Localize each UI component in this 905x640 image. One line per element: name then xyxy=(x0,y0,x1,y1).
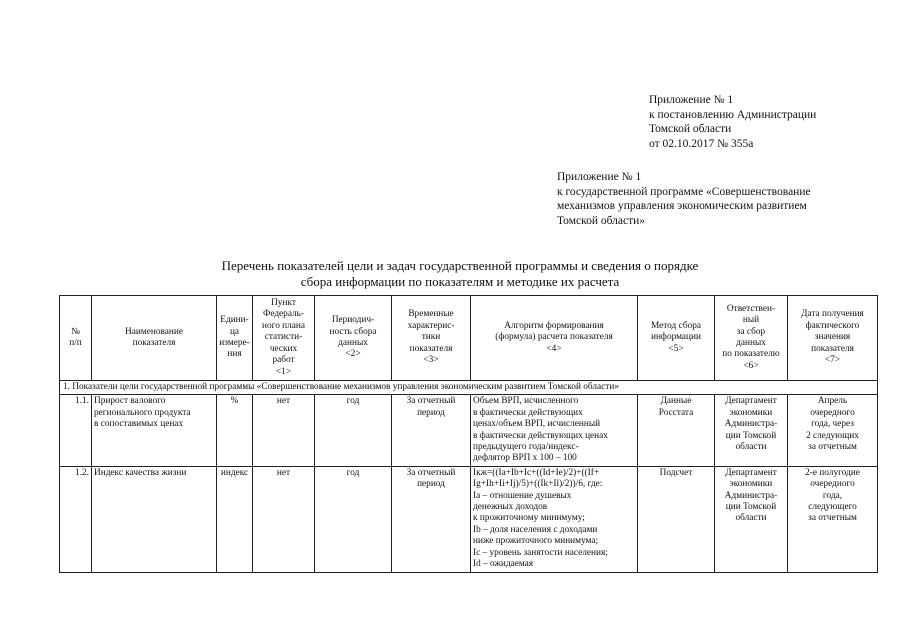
cell-line: регионального продукта xyxy=(94,407,191,418)
document-title xyxy=(180,258,740,289)
column-header xyxy=(315,296,392,381)
cell-date xyxy=(788,466,878,572)
cell-line: очередного xyxy=(810,407,855,418)
cell-line: Департамент xyxy=(725,396,777,407)
cell-line: (формула) расчета показателя xyxy=(495,332,613,343)
cell-line: области xyxy=(735,513,767,524)
header-row xyxy=(60,296,878,381)
cell-algorithm xyxy=(471,466,638,572)
cell-line: 2 следующих xyxy=(806,430,859,441)
cell-line: Ответствен- xyxy=(726,303,776,314)
cell-line: <1> xyxy=(275,366,292,377)
cell-plan-item: нет xyxy=(253,466,315,572)
cell-line: тики xyxy=(421,332,441,343)
column-header xyxy=(253,296,315,381)
cell-line: информации xyxy=(650,332,701,343)
cell-line: показателя xyxy=(811,343,854,354)
cell-line: ный xyxy=(742,315,760,326)
cell-line: период xyxy=(417,407,445,418)
cell-line: Дата получения xyxy=(801,309,864,320)
cell-line: ниже прожиточного минимума; xyxy=(473,536,599,547)
cell-line: Наименование xyxy=(125,326,183,337)
cell-periodicity: год xyxy=(315,395,392,466)
cell-line: ции Томской xyxy=(725,502,777,513)
appendix-resolution xyxy=(649,93,816,151)
indicators-table xyxy=(59,295,878,573)
cell-line: <5> xyxy=(668,343,684,354)
cell-line: Объем ВРП, исчисленного xyxy=(473,396,579,407)
cell-line: экономики xyxy=(729,407,773,418)
cell-line: За отчетный xyxy=(406,396,456,407)
cell-line: характерис- xyxy=(407,320,455,331)
cell-line: Прирост валового xyxy=(94,396,166,407)
appendix-line: от 02.10.2017 № 355а xyxy=(649,137,754,150)
cell-line: Iкж=((Ia+Ib+Ic+((Id+Ie)/2)+((If+ xyxy=(473,467,600,478)
cell-line: период xyxy=(417,479,445,490)
cell-line: ца xyxy=(229,326,240,337)
cell-name xyxy=(92,466,217,572)
title-line-1: Перечень показателей цели и задач государственной программы и сведения о порядке xyxy=(221,258,699,273)
cell-line: <4> xyxy=(546,343,562,354)
cell-unit: % xyxy=(217,395,253,466)
cell-num: 1.1. xyxy=(60,395,92,466)
table-row xyxy=(60,395,878,466)
appendix-line: Томской области xyxy=(649,123,732,135)
cell-line: № xyxy=(71,326,80,337)
column-header xyxy=(788,296,878,381)
cell-line: <3> xyxy=(423,355,439,366)
cell-line: статисти- xyxy=(264,332,303,343)
cell-line: ции Томской xyxy=(725,430,777,441)
cell-line: следующего xyxy=(808,502,857,513)
cell-line: <2> xyxy=(345,349,361,360)
cell-line: <6> xyxy=(743,360,759,371)
cell-line: Индекс качества жизни xyxy=(94,467,187,478)
cell-line: данных xyxy=(736,338,766,348)
cell-line: Департамент xyxy=(725,467,777,478)
cell-line: 2-е полугодие xyxy=(805,467,860,478)
cell-method xyxy=(638,466,715,572)
cell-algorithm xyxy=(471,395,638,466)
cell-line: области xyxy=(735,442,767,453)
appendix-program xyxy=(557,170,811,228)
cell-line: Пункт xyxy=(271,298,296,309)
cell-line: очередного xyxy=(810,479,855,490)
cell-line: работ xyxy=(272,355,295,366)
cell-line: года, через xyxy=(811,419,854,430)
cell-line: Едини- xyxy=(220,315,249,326)
cell-name xyxy=(92,395,217,466)
cell-line: фактического xyxy=(805,320,860,331)
cell-line: предыдущего года/индекс- xyxy=(473,442,579,453)
cell-line: данных xyxy=(338,338,368,348)
cell-line: <7> xyxy=(824,355,841,366)
cell-line: Росстата xyxy=(658,407,694,418)
cell-line: Ia – отношение душевых xyxy=(473,490,572,501)
cell-line: за отчетным xyxy=(808,442,857,453)
section-title: 1. Показатели цели государственной программы «Совершенствование механизмов управления экономическим развитием Томской области» xyxy=(60,381,878,395)
cell-responsible xyxy=(715,395,788,466)
cell-line: к прожиточному минимуму; xyxy=(473,513,585,524)
cell-line: показателя xyxy=(132,338,176,348)
cell-plan-item: нет xyxy=(253,395,315,466)
cell-line: ность сбора xyxy=(329,326,377,337)
cell-date xyxy=(788,395,878,466)
column-header xyxy=(217,296,253,381)
cell-line: измере- xyxy=(219,338,250,348)
table-body xyxy=(60,296,878,573)
appendix-line: к постановлению Администрации xyxy=(649,108,817,121)
cell-line: по показателю xyxy=(722,349,780,360)
cell-line: ценах/объем ВРП, исчисленный xyxy=(473,419,601,430)
cell-unit: индекс xyxy=(217,466,253,572)
cell-line: Метод сбора xyxy=(650,320,702,331)
cell-line: Федераль- xyxy=(262,309,305,320)
appendix-line: механизмов управления экономическим развитием xyxy=(557,200,807,212)
appendix-line: к государственной программе «Совершенствование xyxy=(557,185,811,198)
cell-method xyxy=(638,395,715,466)
cell-line: Подсчет xyxy=(659,467,693,478)
column-header xyxy=(638,296,715,381)
cell-line: Администра- xyxy=(724,419,778,430)
cell-line: п/п xyxy=(69,338,82,348)
cell-line: дефлятор ВРП x 100 – 100 xyxy=(473,453,577,464)
cell-line: показателя xyxy=(409,343,453,354)
cell-line: Id – ожидаемая xyxy=(473,559,534,570)
cell-line: Временные xyxy=(408,309,454,320)
cell-line: Алгоритм формирования xyxy=(504,320,604,331)
column-header xyxy=(392,296,471,381)
cell-line: ного плана xyxy=(261,320,306,331)
cell-line: за отчетным xyxy=(808,513,857,524)
cell-line: в сопоставимых ценах xyxy=(94,419,184,430)
cell-time-char xyxy=(392,395,471,466)
cell-line: экономики xyxy=(729,479,773,490)
column-header xyxy=(92,296,217,381)
cell-line: денежных доходов xyxy=(473,502,548,513)
cell-line: ческих xyxy=(269,343,298,354)
cell-line: в фактически действующих ценах xyxy=(473,430,608,441)
title-line-2: сбора информации по показателям и методике их расчета xyxy=(300,273,620,289)
cell-periodicity: год xyxy=(315,466,392,572)
cell-responsible xyxy=(715,466,788,572)
cell-line: в фактически действующих xyxy=(473,407,583,418)
column-header xyxy=(715,296,788,381)
appendix-line: Томской области» xyxy=(557,214,646,227)
column-header xyxy=(471,296,638,381)
cell-line: За отчетный xyxy=(406,467,456,478)
cell-line: ния xyxy=(227,349,242,360)
cell-line: Периодич- xyxy=(331,315,375,326)
appendix-line: Приложение № 1 xyxy=(649,94,734,106)
cell-line: Ig+Ih+Ii+Ij)/5)+((Ik+Il)/2))/6, где: xyxy=(473,479,603,490)
section-row xyxy=(60,381,878,395)
cell-num: 1.2. xyxy=(60,466,92,572)
cell-line: Администра- xyxy=(724,490,778,501)
cell-line: за сбор xyxy=(736,326,766,337)
column-header xyxy=(60,296,92,381)
table-row xyxy=(60,466,878,572)
cell-line: Апрель xyxy=(817,396,848,407)
cell-line: Ib – доля населения с доходами xyxy=(473,524,598,535)
appendix-line: Приложение № 1 xyxy=(557,171,642,183)
cell-line: значения xyxy=(814,332,851,343)
cell-line: Ic – уровень занятости населения; xyxy=(473,547,608,558)
cell-line: Данные xyxy=(660,396,692,407)
cell-line: года, xyxy=(822,490,843,501)
cell-time-char xyxy=(392,466,471,572)
